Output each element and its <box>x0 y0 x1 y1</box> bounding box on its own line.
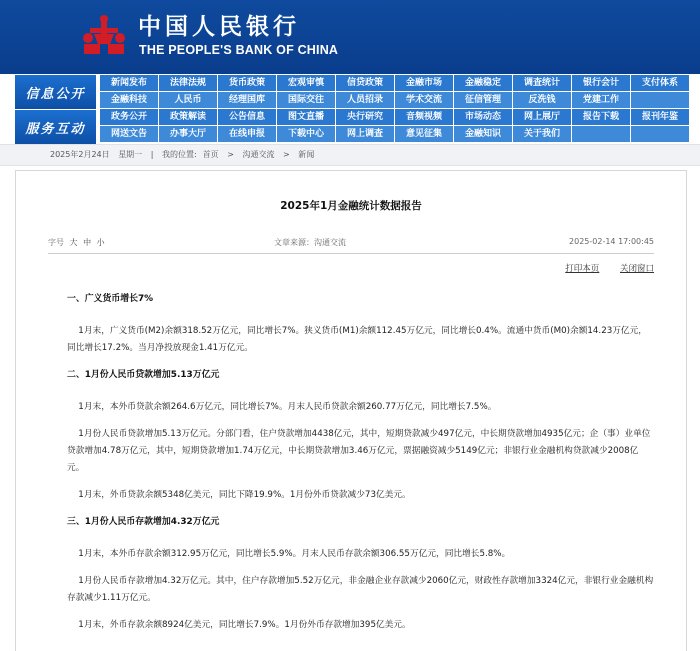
nav-item[interactable]: 报告下载 <box>572 109 631 126</box>
article-source: 文章来源：沟通交流 <box>274 238 346 247</box>
nav-item[interactable]: 货币政策 <box>218 75 277 92</box>
nav-item[interactable]: 调查统计 <box>513 75 572 92</box>
article-paragraph: 1月份人民币贷款增加5.13万亿元。分部门看，住户贷款增加4438亿元，其中，短期贷款减少497亿元，中长期贷款增加4935亿元；企（事）业单位贷款增加4.78万亿元，其中，短期贷款增加1.74万亿元，中长期贷款增加3.46万亿元，票据融资减少5149亿元；非银行业金融机构贷款减少2008亿元。 <box>67 429 651 473</box>
section-heading: 一、广义货币增长7% <box>67 294 154 304</box>
article-paragraph: 1月末，本外币存款余额312.95万亿元，同比增长5.9%。月末人民币存款余额306.55万亿元，同比增长5.8%。 <box>78 549 511 559</box>
nav-item[interactable]: 下载中心 <box>277 126 336 143</box>
nav-item[interactable]: 人民币 <box>159 92 218 109</box>
nav-item[interactable]: 音频视频 <box>395 109 454 126</box>
nav-item[interactable]: 信贷政策 <box>336 75 395 92</box>
article-paragraph: 1月末，本外币贷款余额264.6万亿元，同比增长7%。月末人民币贷款余额260.77万亿元，同比增长7.5%。 <box>78 402 497 412</box>
section-heading: 三、1月份人民币存款增加4.32万亿元 <box>67 517 220 527</box>
nav-item[interactable]: 法律法规 <box>159 75 218 92</box>
nav-item[interactable]: 支付体系 <box>631 75 690 92</box>
nav-item[interactable]: 征信管理 <box>454 92 513 109</box>
article-meta <box>48 237 654 249</box>
nav-item[interactable]: 宏观审慎 <box>277 75 336 92</box>
nav-item[interactable]: 办事大厅 <box>159 126 218 143</box>
nav-item[interactable]: 意见征集 <box>395 126 454 143</box>
nav-item[interactable]: 网上展厅 <box>513 109 572 126</box>
nav-item[interactable]: 央行研究 <box>336 109 395 126</box>
nav-item[interactable]: 报刊年鉴 <box>631 109 690 126</box>
nav-item[interactable]: 图文直播 <box>277 109 336 126</box>
nav-item[interactable]: 经理国库 <box>218 92 277 109</box>
nav-item[interactable]: 银行会计 <box>572 75 631 92</box>
current-weekday: 星期一 <box>118 150 143 159</box>
nav-item[interactable]: 金融稳定 <box>454 75 513 92</box>
nav-item <box>631 126 690 143</box>
nav-item[interactable]: 政策解读 <box>159 109 218 126</box>
nav-item[interactable]: 市场动态 <box>454 109 513 126</box>
close-window-link[interactable]: 关闭窗口 <box>619 264 654 274</box>
pboc-logo-icon[interactable] <box>80 14 128 58</box>
nav-item[interactable]: 金融市场 <box>395 75 454 92</box>
nav-item[interactable]: 在线申报 <box>218 126 277 143</box>
article-tools <box>547 262 654 274</box>
nav-item[interactable]: 政务公开 <box>100 109 159 126</box>
print-link[interactable]: 打印本页 <box>565 264 600 274</box>
nav-label-service: 服务互动 <box>15 110 96 144</box>
breadcrumb-current[interactable]: 新闻 <box>298 150 315 159</box>
nav-item[interactable]: 关于我们 <box>513 126 572 143</box>
nav-item[interactable]: 党建工作 <box>572 92 631 109</box>
nav-item <box>631 92 690 109</box>
article-panel <box>15 170 687 651</box>
nav-item[interactable]: 公告信息 <box>218 109 277 126</box>
article-paragraph: 1月末，外币存款余额8924亿美元，同比增长7.9%。1月份外币存款增加395亿美元。 <box>78 620 411 630</box>
article-body <box>67 291 655 644</box>
location-label: 我的位置: <box>161 150 197 159</box>
font-medium-link[interactable]: 中 <box>83 238 92 247</box>
nav-item[interactable]: 反洗钱 <box>513 92 572 109</box>
font-large-link[interactable]: 大 <box>69 238 78 247</box>
nav-item[interactable]: 金融科技 <box>100 92 159 109</box>
breadcrumb-home[interactable]: 首页 <box>202 150 219 159</box>
nav-item[interactable]: 网送文告 <box>100 126 159 143</box>
font-size-controls <box>48 237 105 248</box>
nav-grid <box>100 75 690 143</box>
nav-item <box>572 126 631 143</box>
breadcrumb: 2025年2月24日 星期一 | 我的位置: 首页 > 沟通交流 > 新闻 <box>0 144 700 166</box>
article-paragraph: 1月末，广义货币(M2)余额318.52万亿元，同比增长7%。狭义货币(M1)余额112.45万亿元，同比增长0.4%。流通中货币(M0)余额14.23万亿元，同比增长17.2%。当月净投放现金1.41万亿元。 <box>67 326 647 353</box>
article-paragraph: 1月末，外币贷款余额5348亿美元，同比下降19.9%。1月份外币贷款减少73亿美元。 <box>78 490 411 500</box>
nav-label-info: 信息公开 <box>15 75 96 109</box>
font-size-label: 字号 <box>48 238 64 247</box>
nav-item[interactable]: 国际交往 <box>277 92 336 109</box>
section-heading: 二、1月份人民币贷款增加5.13万亿元 <box>67 370 220 380</box>
article-date: 2025-02-14 17:00:45 <box>569 237 654 246</box>
meta-divider <box>48 253 654 254</box>
site-header <box>0 0 700 74</box>
nav-item[interactable]: 网上调查 <box>336 126 395 143</box>
nav-item[interactable]: 学术交流 <box>395 92 454 109</box>
main-nav <box>0 74 700 144</box>
site-title-cn: 中国人民银行 <box>138 13 300 40</box>
article-paragraph: 1月份人民币存款增加4.32万亿元。其中，住户存款增加5.52万亿元，非金融企业存款减少2060亿元，财政性存款增加3324亿元，非银行业金融机构存款减少1.11万亿元。 <box>67 576 654 603</box>
breadcrumb-section[interactable]: 沟通交流 <box>242 150 275 159</box>
nav-item[interactable]: 新闻发布 <box>100 75 159 92</box>
nav-item[interactable]: 金融知识 <box>454 126 513 143</box>
site-title-en: THE PEOPLE'S BANK OF CHINA <box>139 43 339 57</box>
current-date: 2025年2月24日 <box>50 150 110 159</box>
nav-item[interactable]: 人员招录 <box>336 92 395 109</box>
article-title: 2025年1月金融统计数据报告 <box>280 200 422 212</box>
font-small-link[interactable]: 小 <box>96 238 105 247</box>
